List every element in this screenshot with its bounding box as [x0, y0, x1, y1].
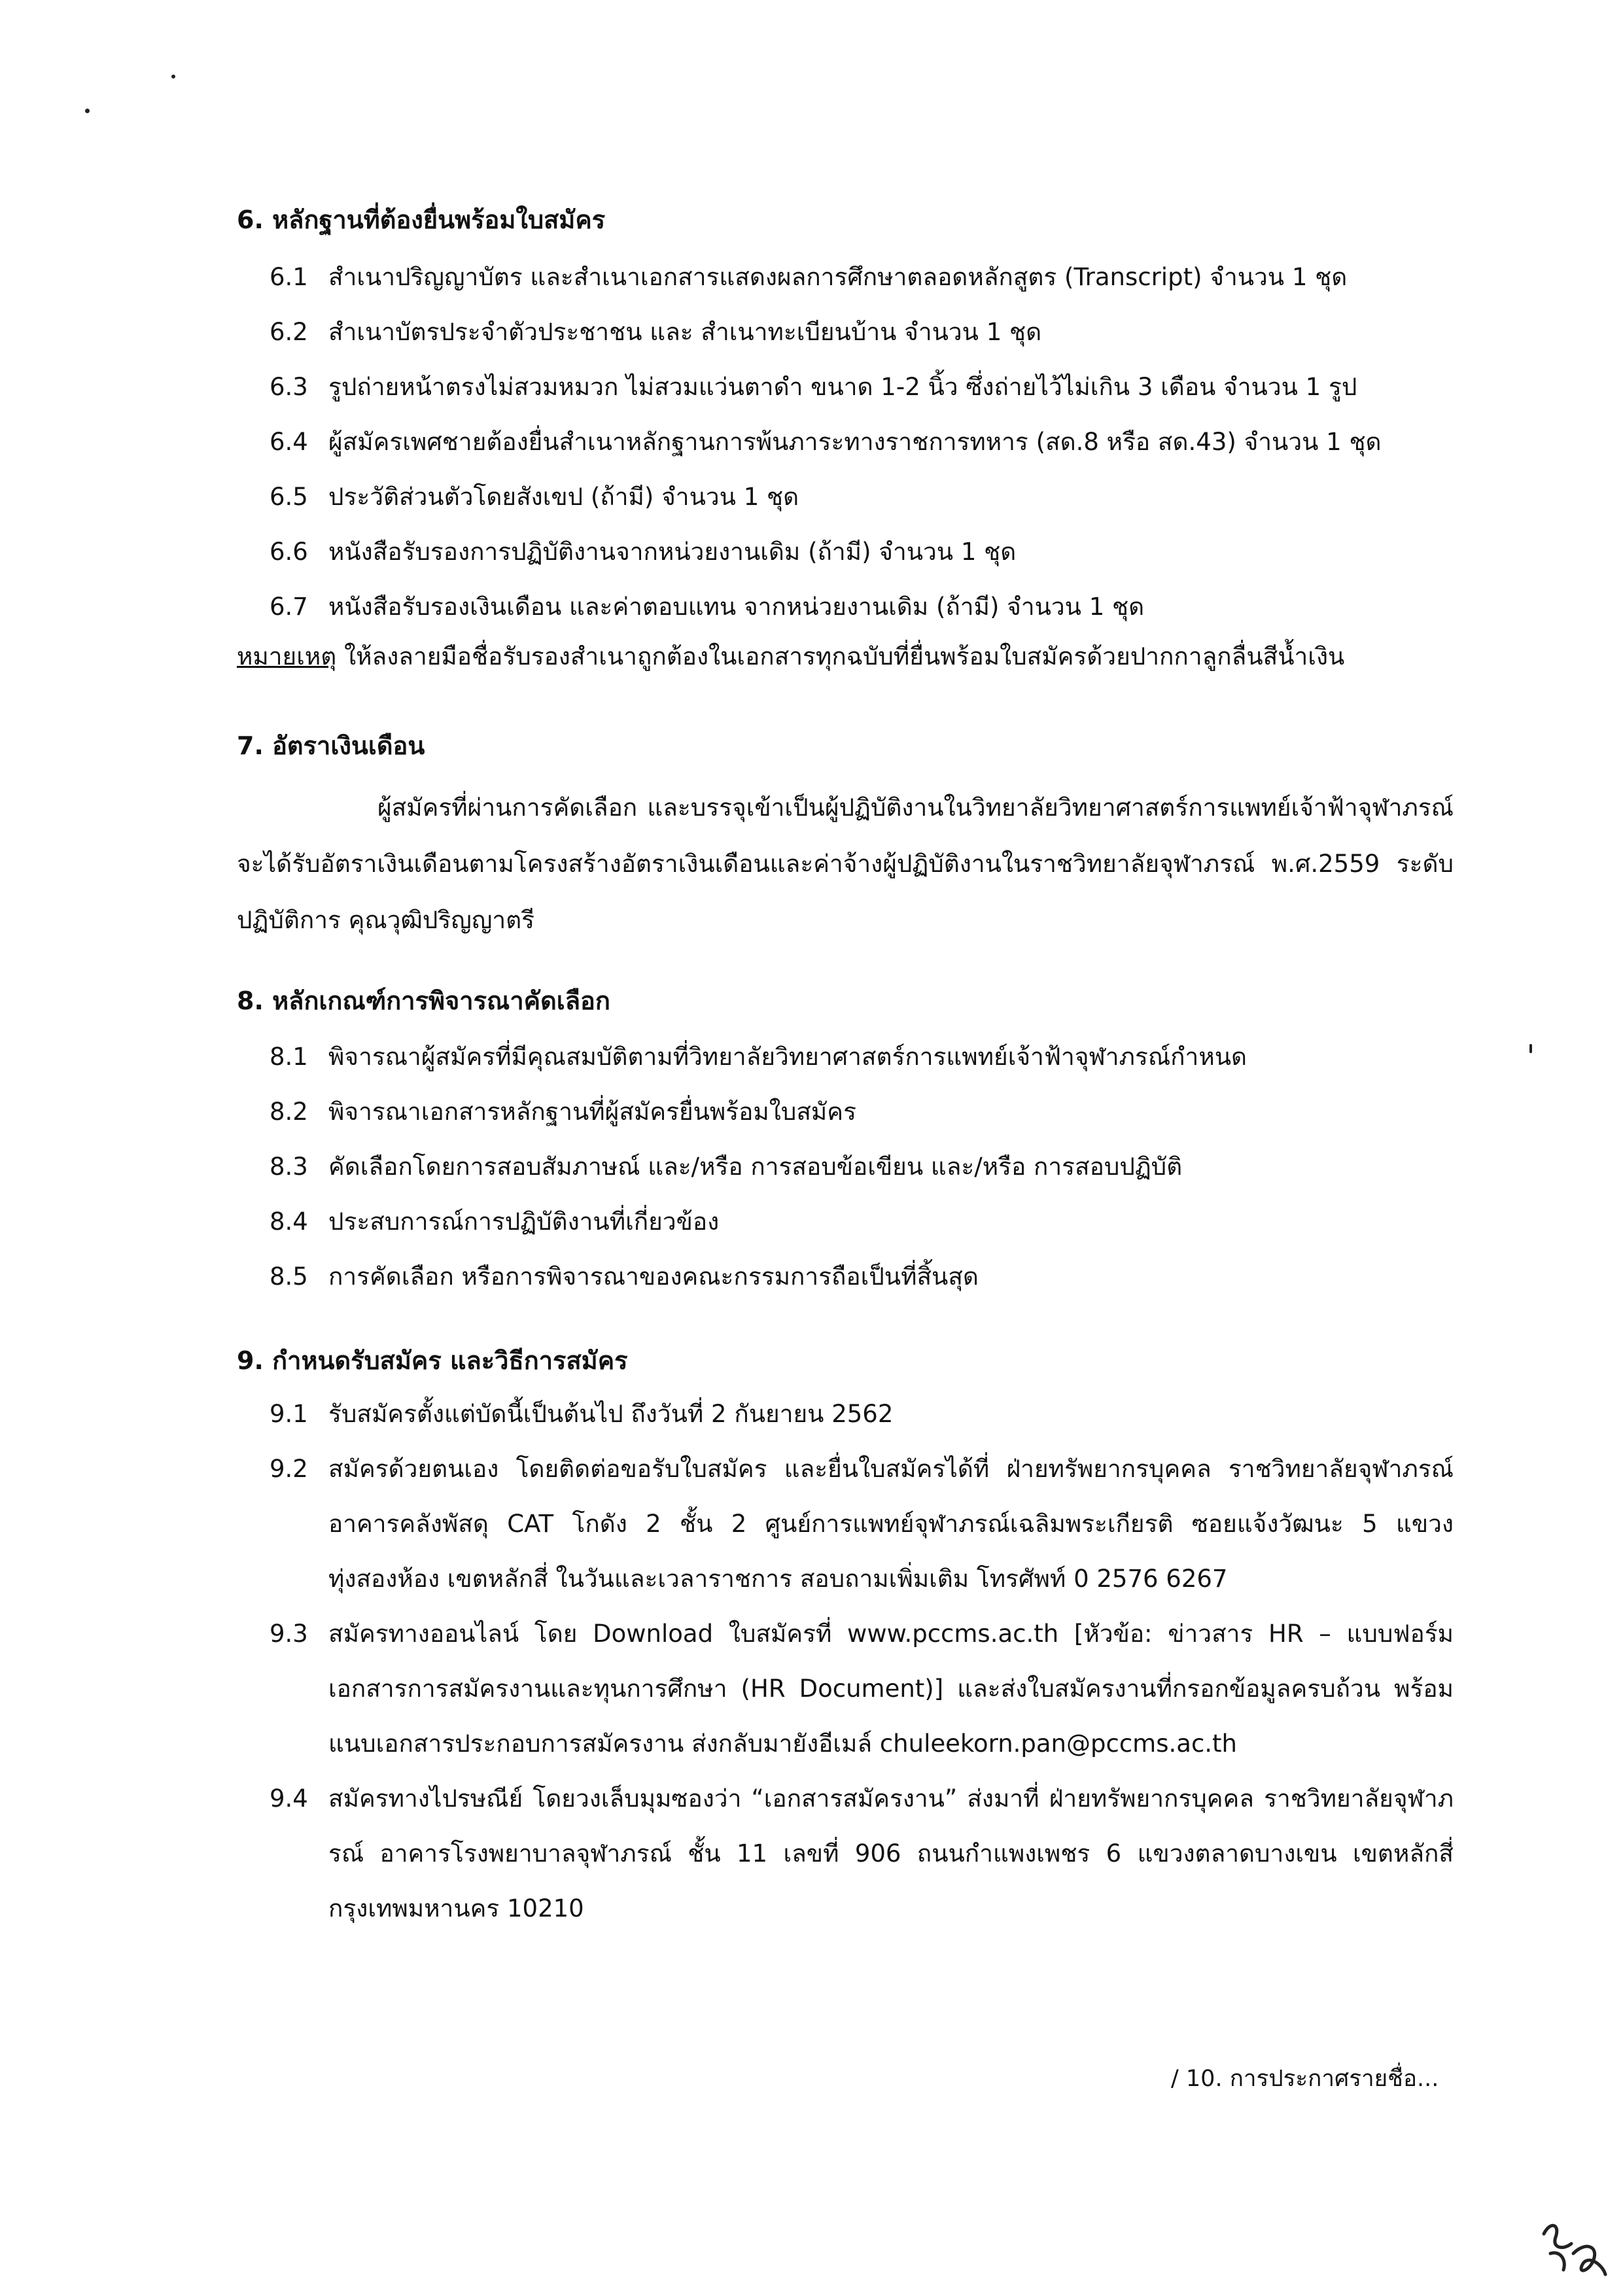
item-number: 9.4 — [270, 1784, 308, 1813]
list-item — [237, 305, 1454, 360]
section-8 — [237, 981, 1454, 1304]
item-text: พิจารณาเอกสารหลักฐานที่ผู้สมัครยื่นพร้อมใบสมัคร — [328, 1098, 856, 1126]
page-continuation: / 10. การประกาศรายชื่อ... — [1171, 2066, 1439, 2092]
item-number: 8.3 — [270, 1153, 308, 1181]
list-item — [237, 525, 1454, 580]
item-text: รูปถ่ายหน้าตรงไม่สวมหมวก ไม่สวมแว่นตาดำ ขนาด 1-2 นิ้ว ซึ่งถ่ายไว้ไม่เกิน 3 เดือน จำนวน 1 รูป — [328, 373, 1357, 401]
item-number: 6.3 — [270, 373, 308, 401]
item-text: ประวัติส่วนตัวโดยสังเขป (ถ้ามี) จำนวน 1 ชุด — [328, 483, 799, 511]
section-9-title: 9. กำหนดรับสมัคร และวิธีการสมัคร — [237, 1346, 628, 1375]
handwritten-initials — [1537, 2214, 1609, 2280]
section-8-title: 8. หลักเกณฑ์การพิจารณาคัดเลือก — [237, 986, 610, 1015]
list-item — [237, 250, 1454, 305]
item-number: 6.1 — [270, 263, 308, 291]
item-text: คัดเลือกโดยการสอบสัมภาษณ์ และ/หรือ การสอบข้อเขียน และ/หรือ การสอบปฏิบัติ — [328, 1153, 1183, 1181]
list-item — [237, 1085, 1454, 1139]
section-8-list — [237, 1030, 1454, 1304]
item-number: 6.4 — [270, 428, 308, 456]
item-text: สมัครทางออนไลน์ โดย Download ใบสมัครที่ www.pccms.ac.th [หัวข้อ: ข่าวสาร HR – แบบฟอร์มเอกสารการสมัครงานและทุนการศึกษา (HR Document)] และส่งใบสมัครงานที่กรอกข้อมูลครบถ้วน พร้อมแนบเอกสารประกอบการสมัครงาน ส่งกลับมายังอีเมล์ chuleekorn.pan@pccms.ac.th — [328, 1620, 1454, 1758]
item-text: สำเนาปริญญาบัตร และสำเนาเอกสารแสดงผลการศึกษาตลอดหลักสูตร (Transcript) จำนวน 1 ชุด — [328, 263, 1348, 291]
list-item — [237, 1387, 1454, 1442]
item-number: 9.3 — [270, 1620, 308, 1648]
scan-mark — [85, 109, 90, 113]
item-number: 6.6 — [270, 538, 308, 566]
item-text: สำเนาบัตรประจำตัวประชาชน และ สำเนาทะเบียนบ้าน จำนวน 1 ชุด — [328, 318, 1042, 346]
item-number: 9.2 — [270, 1455, 308, 1483]
item-number: 6.7 — [270, 593, 308, 621]
list-item — [237, 1139, 1454, 1194]
note-label: หมายเหตุ — [237, 642, 337, 670]
item-number: 8.2 — [270, 1098, 308, 1126]
list-item — [237, 1249, 1454, 1304]
item-number: 9.1 — [270, 1400, 308, 1428]
list-item — [237, 470, 1454, 525]
item-text: ผู้สมัครเพศชายต้องยื่นสำเนาหลักฐานการพ้นภาระทางราชการทหาร (สด.8 หรือ สด.43) จำนวน 1 ชุด — [328, 428, 1382, 456]
scan-mark — [171, 75, 175, 78]
scan-mark — [1529, 1044, 1532, 1053]
item-number: 8.1 — [270, 1043, 308, 1071]
section-6-list — [237, 250, 1454, 635]
list-item — [237, 1194, 1454, 1249]
list-item — [237, 1607, 1454, 1771]
note-text: ให้ลงลายมือชื่อรับรองสำเนาถูกต้องในเอกสารทุกฉบับที่ยื่นพร้อมใบสมัครด้วยปากกาลูกลื่นสีน้ำเงิน — [336, 642, 1345, 670]
list-item — [237, 580, 1454, 635]
item-text: สมัครทางไปรษณีย์ โดยวงเล็บมุมซองว่า “เอกสารสมัครงาน” ส่งมาที่ ฝ่ายทรัพยากรบุคคล ราชวิทยาลัยจุฬาภรณ์ อาคารโรงพยาบาลจุฬาภรณ์ ชั้น 11 เลขที่ 906 ถนนกำแพงเพชร 6 แขวงตลาดบางเขน เขตหลักสี่ กรุงเทพมหานคร 10210 — [328, 1784, 1454, 1922]
paragraph-text: ผู้สมัครที่ผ่านการคัดเลือก และบรรจุเข้าเป็นผู้ปฏิบัติงานในวิทยาลัยวิทยาศาสตร์การแพทย์เจ้าฟ้าจุฬาภรณ์ จะได้รับอัตราเงินเดือนตามโครงสร้างอัตราเงินเดือนและค่าจ้างผู้ปฏิบัติงานในราชวิทยาลัยจุฬาภรณ์ พ.ศ.2559 ระดับปฏิบัติการ คุณวุฒิปริญญาตรี — [237, 793, 1454, 934]
list-item — [237, 1030, 1454, 1085]
list-item — [237, 360, 1454, 415]
item-text: หนังสือรับรองการปฏิบัติงานจากหน่วยงานเดิม (ถ้ามี) จำนวน 1 ชุด — [328, 538, 1017, 566]
item-text: การคัดเลือก หรือการพิจารณาของคณะกรรมการถือเป็นที่สิ้นสุด — [328, 1262, 979, 1291]
section-6 — [237, 200, 1454, 684]
section-9-list — [237, 1387, 1454, 1936]
item-text: สมัครด้วยตนเอง โดยติดต่อขอรับใบสมัคร และยื่นใบสมัครได้ที่ ฝ่ายทรัพยากรบุคคล ราชวิทยาลัยจุฬาภรณ์ อาคารคลังพัสดุ CAT โกดัง 2 ชั้น 2 ศูนย์การแพทย์จุฬาภรณ์เฉลิมพระเกียรติ ซอยแจ้งวัฒนะ 5 แขวงทุ่งสองห้อง เขตหลักสี่ ในวันและเวลาราชการ สอบถามเพิ่มเติม โทรศัพท์ 0 2576 6267 — [328, 1455, 1454, 1593]
section-7-title: 7. อัตราเงินเดือน — [237, 731, 425, 760]
list-item — [237, 415, 1454, 470]
section-9 — [237, 1341, 1454, 1936]
item-number: 8.5 — [270, 1262, 308, 1291]
list-item — [237, 1442, 1454, 1607]
section-6-note — [237, 629, 1454, 684]
item-number: 8.4 — [270, 1208, 308, 1236]
section-7 — [237, 726, 1454, 948]
item-number: 6.2 — [270, 318, 308, 346]
list-item — [237, 1771, 1454, 1936]
item-text: หนังสือรับรองเงินเดือน และค่าตอบแทน จากหน่วยงานเดิม (ถ้ามี) จำนวน 1 ชุด — [328, 593, 1145, 621]
item-number: 6.5 — [270, 483, 308, 511]
item-text: ประสบการณ์การปฏิบัติงานที่เกี่ยวข้อง — [328, 1208, 720, 1236]
section-7-paragraph — [237, 780, 1454, 948]
item-text: พิจารณาผู้สมัครที่มีคุณสมบัติตามที่วิทยาลัยวิทยาศาสตร์การแพทย์เจ้าฟ้าจุฬาภรณ์กำหนด — [328, 1043, 1248, 1071]
section-6-title: 6. หลักฐานที่ต้องยื่นพร้อมใบสมัคร — [237, 205, 606, 234]
item-text: รับสมัครตั้งแต่บัดนี้เป็นต้นไป ถึงวันที่ 2 กันยายน 2562 — [328, 1400, 894, 1428]
